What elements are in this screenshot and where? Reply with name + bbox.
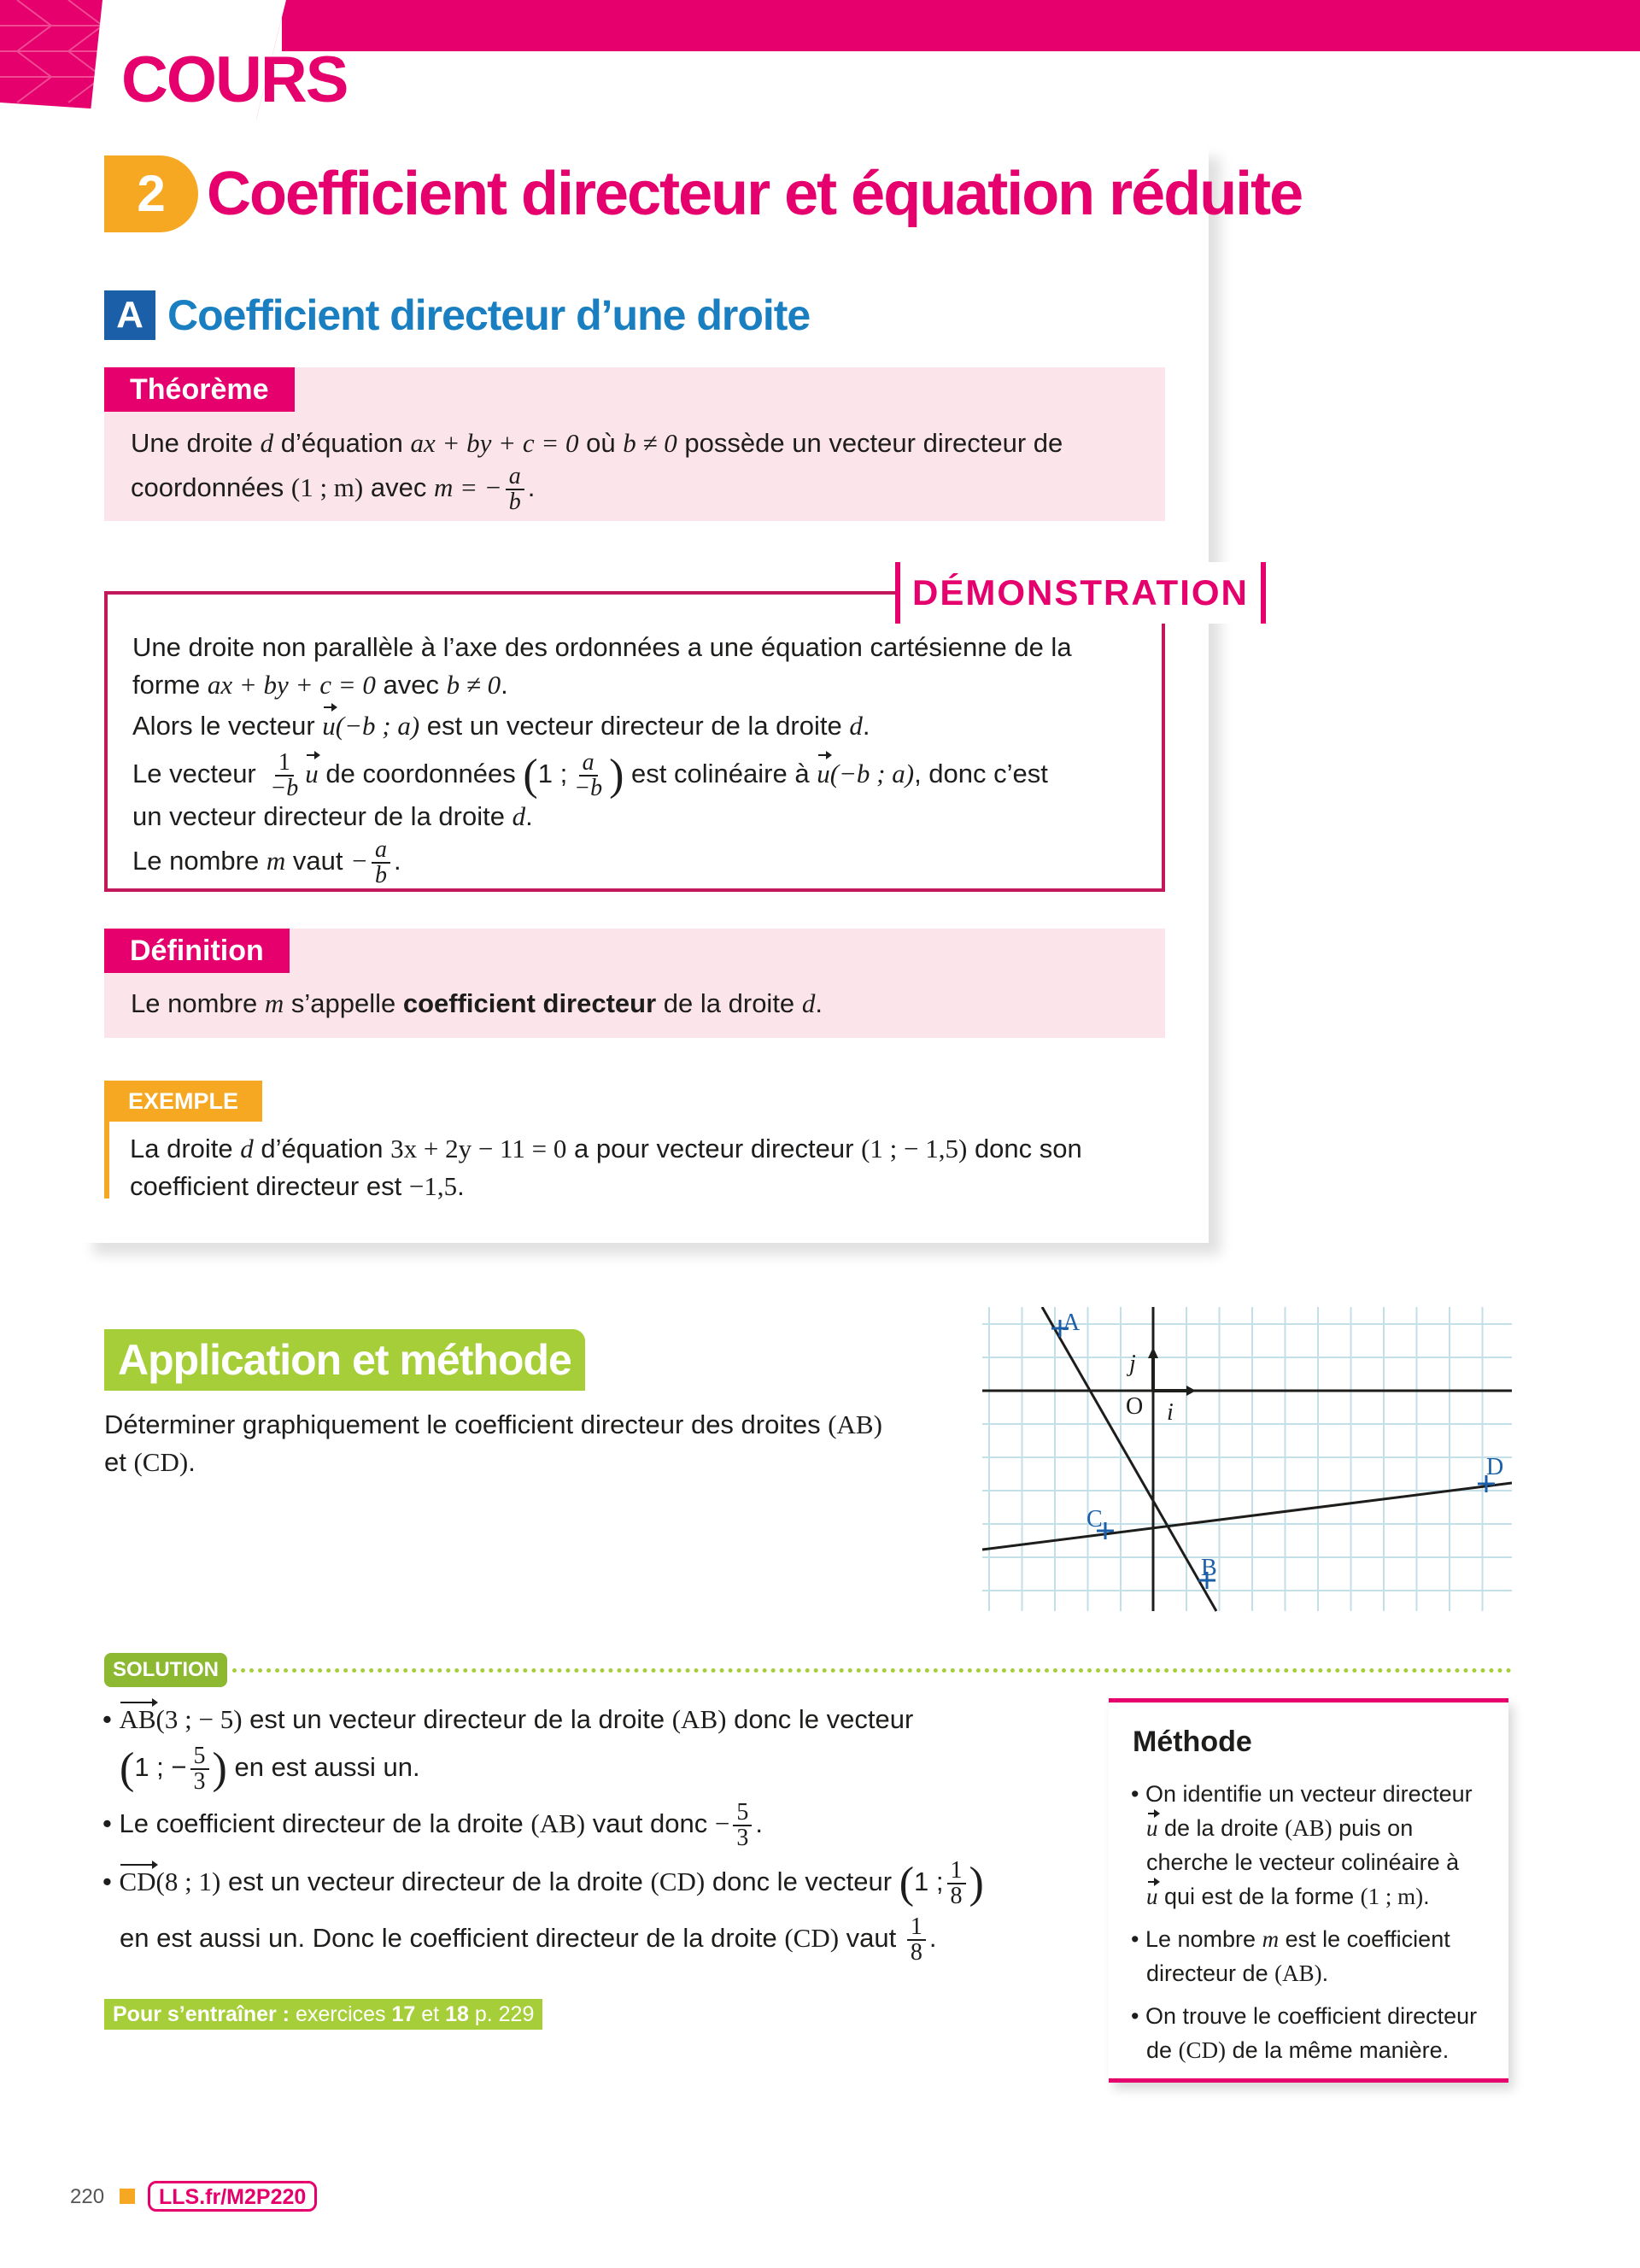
- solution-dotted-line: [232, 1668, 1512, 1673]
- training-link[interactable]: Pour s’entraîner : exercices 17 et 18 p. 229: [104, 1999, 542, 2030]
- chapter-title: Coefficient directeur et équation réduite: [207, 160, 1303, 228]
- solution-text: • AB(3 ; − 5) est un vecteur directeur de la droite (AB) donc le vecteur (1 ; − $\frac{5}{3}$ ) en est aussi un. • Le coefficient directeur de la droite (AB) vaut donc − $\frac{5}{3}$ . • CD(8 ; 1) est un vecteur directeur de la droite (CD) donc le vecteur (1 ; $\frac{1}{8}$ ) en est aussi un. Donc le coefficient directeur de la droite (CD) vaut $\frac{1}{8}$ .: [102, 1700, 1059, 1965]
- coordinate-graph: [982, 1307, 1512, 1615]
- footer-square: [120, 2189, 135, 2204]
- line-cd: [982, 1483, 1512, 1550]
- methode-text: • On identifie un vecteur directeur u de la droite (AB) puis on cherche le vecteur colinéaire à u qui est de la forme (1 ; m). • Le nombre m est le coefficient directeur de (AB). • On trouve le coefficient directeur de (CD) de la même manière.: [1131, 1781, 1478, 2063]
- subsection-letter: A: [104, 290, 155, 340]
- point-label-c: C: [1086, 1506, 1103, 1533]
- chapter-number-badge: 2: [104, 155, 198, 232]
- point-label-b: B: [1201, 1555, 1217, 1581]
- example-label: EXEMPLE: [104, 1081, 262, 1122]
- methode-title: Méthode: [1133, 1726, 1252, 1758]
- footer-link[interactable]: LLS.fr/M2P220: [148, 2181, 317, 2212]
- top-pink-bar: [282, 0, 1640, 51]
- theorem-text: Une droite d d’équation ax + by + c = 0 où b ≠ 0 possède un vecteur directeur de coordonnées (1 ; m) avec m = − $\frac{a}{b}$ .: [131, 428, 1063, 515]
- application-title: Application et méthode: [104, 1329, 585, 1391]
- section-label: COURS: [121, 44, 348, 116]
- theorem-label: Théorème: [104, 367, 295, 412]
- point-label-a: A: [1063, 1310, 1081, 1336]
- demonstration-label: DÉMONSTRATION: [895, 562, 1266, 624]
- origin-label: O: [1126, 1393, 1144, 1420]
- i-label: i: [1167, 1399, 1174, 1426]
- solution-label: SOLUTION: [104, 1653, 227, 1687]
- point-label-d: D: [1486, 1454, 1504, 1480]
- subsection-title: Coefficient directeur d’une droite: [167, 291, 811, 339]
- definition-label: Définition: [104, 929, 290, 973]
- demonstration-text: Une droite non parallèle à l’axe des ordonnées a une équation cartésienne de la forme ax + by + c = 0 avec b ≠ 0. Alors le vecteur u(−b ; a) est un vecteur directeur de la droite d. Le vecteur $\frac{1}{-b}$ u de coordonnées (1 ; $\frac{a}{-b}$ ) est colinéaire à u(−b ; a), donc c’est un vecteur directeur de la droite d. Le nombre m vaut − $\frac{a}{b}$ .: [132, 632, 1072, 888]
- definition-text: Le nombre m s’appelle coefficient directeur de la droite d.: [131, 988, 823, 1018]
- page-number: 220: [70, 2185, 105, 2208]
- j-label: j: [1129, 1351, 1136, 1377]
- example-text: La droite d d’équation 3x + 2y − 11 = 0 a pour vecteur directeur (1 ; − 1,5) donc son coefficient directeur est −1,5.: [130, 1134, 1082, 1201]
- application-text: Déterminer graphiquement le coefficient directeur des droites (AB) et (CD).: [104, 1409, 882, 1477]
